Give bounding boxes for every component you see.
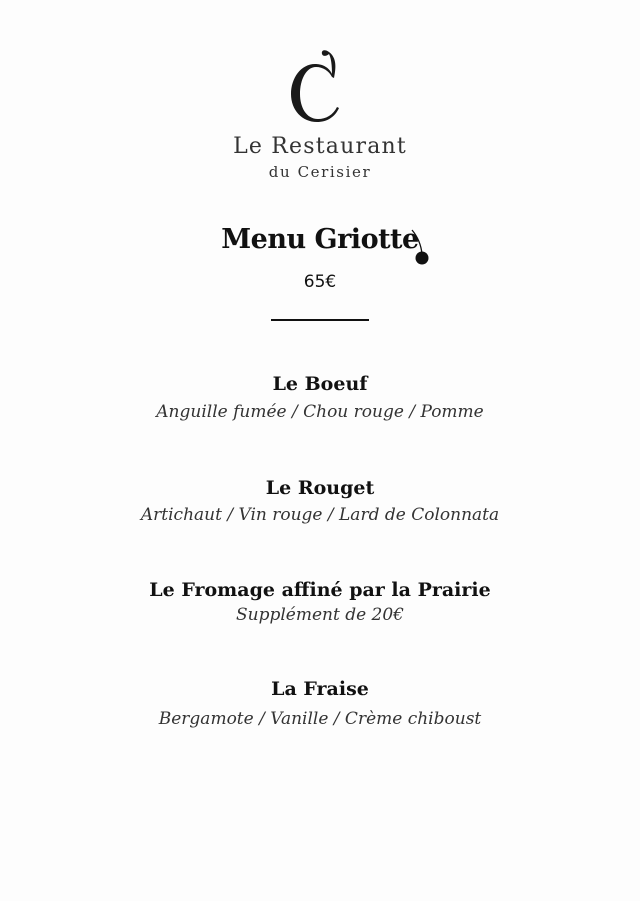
course-name: Le Fromage affiné par la Prairie [149, 579, 491, 601]
restaurant-subtitle: du Cerisier [268, 163, 372, 181]
menu-price: 65€ [303, 272, 337, 292]
restaurant-name: Le Restaurant [233, 134, 407, 159]
divider [271, 319, 369, 321]
course-description: Bergamote / Vanille / Crème chiboust [158, 709, 482, 729]
menu-title: Menu Griotte [221, 224, 419, 255]
course-name: Le Rouget [265, 477, 375, 499]
course-name: La Fraise [271, 678, 369, 700]
course-description: Artichaut / Vin rouge / Lard de Colonnata [140, 505, 500, 525]
course-name: Le Boeuf [272, 373, 368, 395]
menu-title-row [0, 224, 640, 255]
restaurant-logo-icon [285, 44, 355, 124]
cherry-icon [408, 228, 434, 268]
course-description: Anguille fumée / Chou rouge / Pomme [156, 402, 484, 422]
course-description: Supplément de 20€ [235, 605, 405, 625]
